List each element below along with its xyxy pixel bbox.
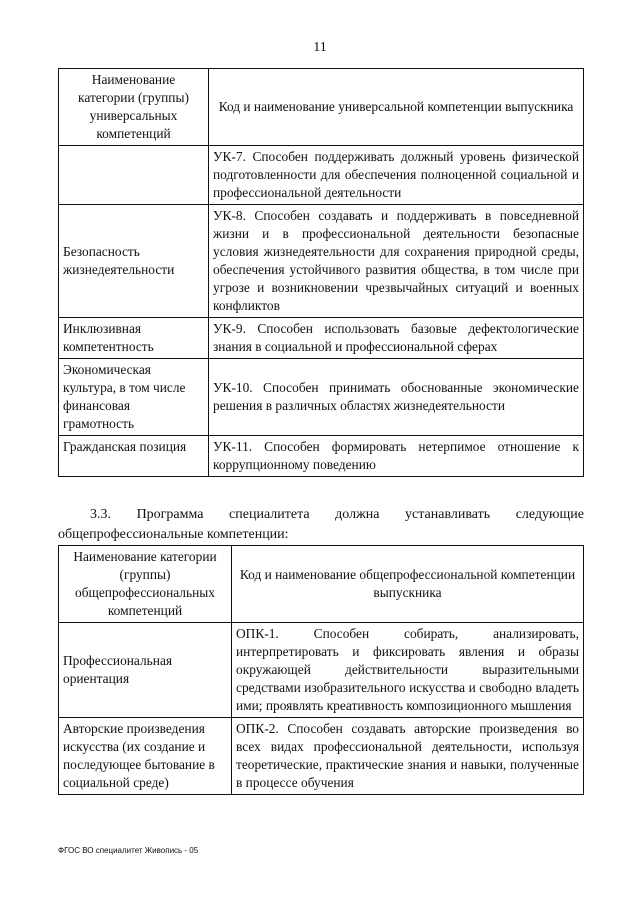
header-code: Код и наименование универсальной компетенции выпускника (209, 69, 584, 146)
table-header-row (59, 546, 584, 623)
competence-cell: УК-11. Способен формировать нетерпимое отношение к коррупционному поведению (209, 436, 584, 477)
competence-cell: УК-7. Способен поддерживать должный уровень физической подготовленности для обеспечения полноценной социальной и профессиональной деятельности (209, 146, 584, 205)
competence-cell: УК-8. Способен создавать и поддерживать в повседневной жизни и в профессиональной деятельности безопасные условия жизнедеятельности для сохранения природной среды, обеспечения устойчивого развития общества, в том числе при угрозе и возникновении чрезвычайных ситуаций и военных конфликтов (209, 205, 584, 318)
section-paragraph: 3.3. Программа специалитета должна устанавливать следующие общепрофессиональные компетенции: (58, 507, 584, 542)
header-category: Наименование категории (группы) общепрофессиональных компетенций (59, 546, 232, 623)
table-row (59, 359, 584, 436)
header-code: Код и наименование общепрофессиональной компетенции выпускника (232, 546, 584, 623)
table-row (59, 146, 584, 205)
category-cell: Экономическая культура, в том числе финансовая грамотность (59, 359, 209, 436)
table-header-row (59, 69, 584, 146)
category-cell: Гражданская позиция (59, 436, 209, 477)
category-cell (59, 146, 209, 205)
header-category: Наименование категории (группы) универсальных компетенций (59, 69, 209, 146)
competence-cell: ОПК-1. Способен собирать, анализировать, интерпретировать и фиксировать явления и образы окружающей действительности выразительными средствами изобразительного искусства и свободно владеть ими; проявлять креативность композиционного мышления (232, 623, 584, 718)
category-cell: Безопасность жизнедеятельности (59, 205, 209, 318)
table-row (59, 205, 584, 318)
table-row (59, 623, 584, 718)
category-cell: Авторские произведения искусства (их создание и последующее бытование в социальной среде) (59, 718, 232, 795)
table-row (59, 436, 584, 477)
table-row (59, 718, 584, 795)
category-cell: Инклюзивная компетентность (59, 318, 209, 359)
document-footer: ФГОС ВО специалитет Живопись - 05 (58, 846, 199, 855)
competence-cell: УК-9. Способен использовать базовые дефектологические знания в социальной и профессиональной сферах (209, 318, 584, 359)
competence-cell: УК-10. Способен принимать обоснованные экономические решения в различных областях жизнедеятельности (209, 359, 584, 436)
category-cell: Профессиональная ориентация (59, 623, 232, 718)
competence-cell: ОПК-2. Способен создавать авторские произведения во всех видах профессиональной деятельности, используя теоретические, практические знания и навыки, полученные в процессе обучения (232, 718, 584, 795)
page-number: 11 (313, 40, 327, 55)
general-professional-competencies-table (58, 545, 584, 795)
table-row (59, 318, 584, 359)
universal-competencies-table (58, 68, 584, 477)
